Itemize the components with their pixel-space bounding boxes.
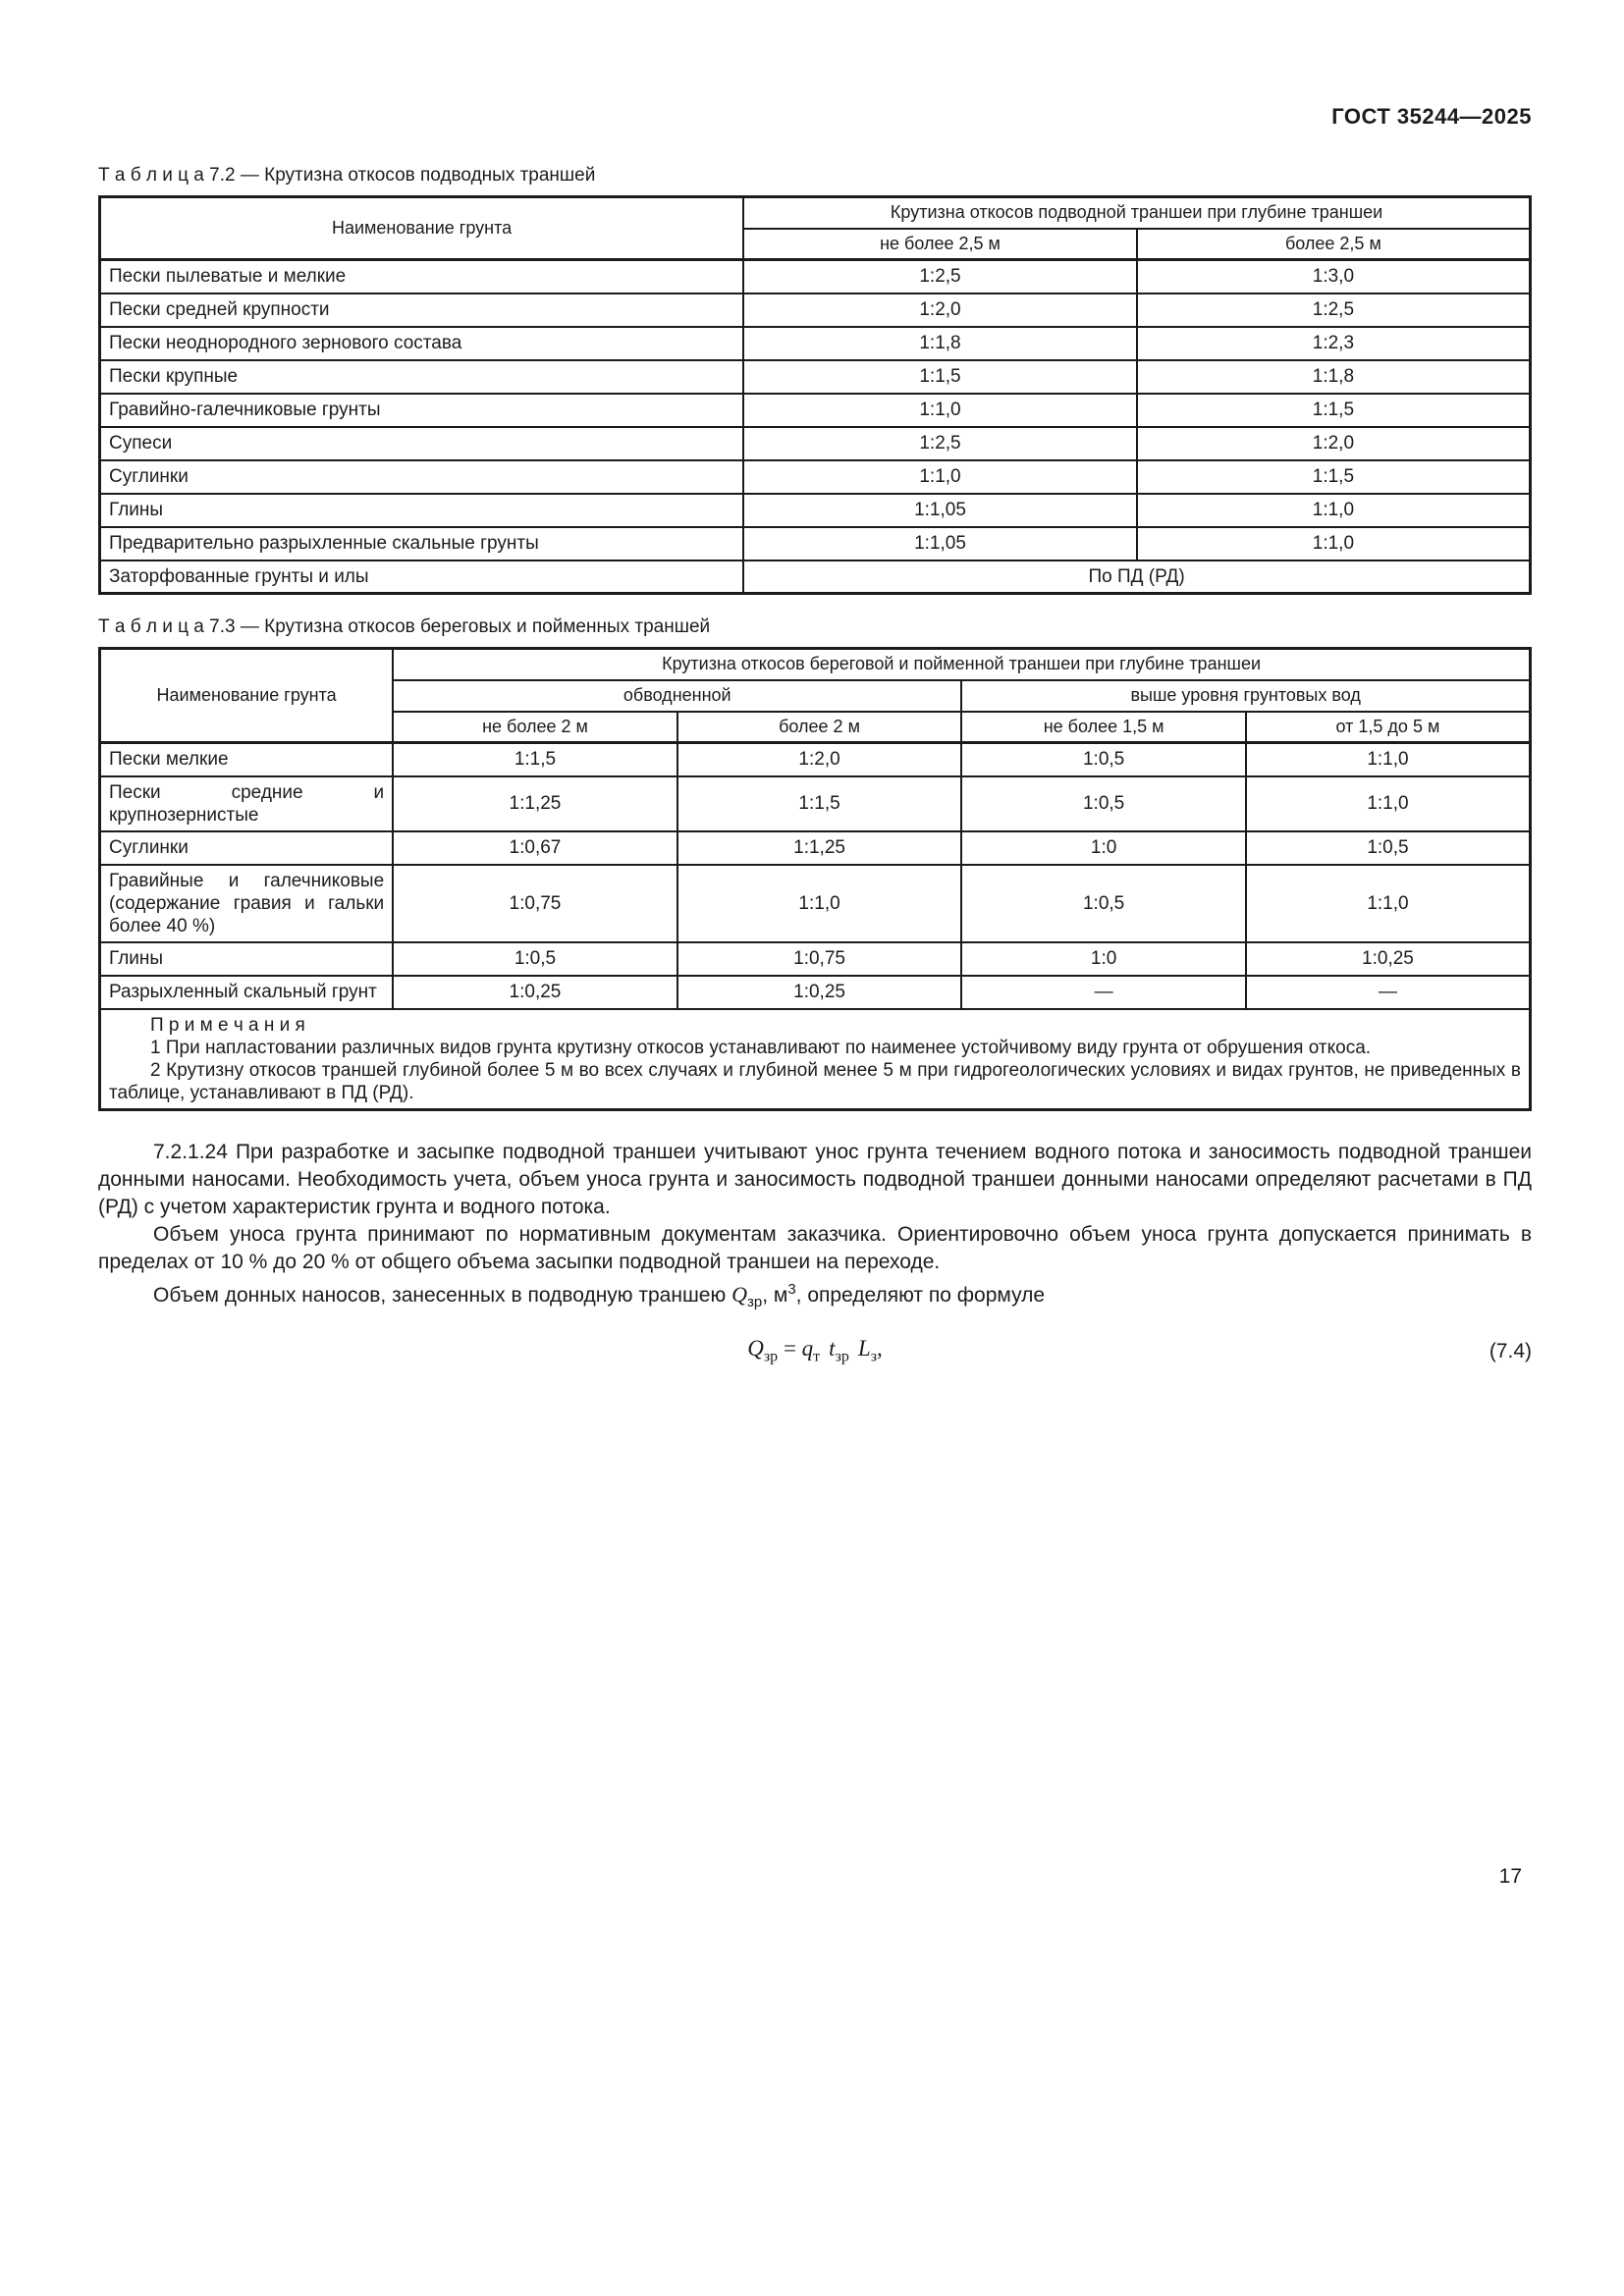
cell-slope-value: 1:1,5: [1137, 394, 1531, 427]
page-content: [98, 0, 1532, 1377]
th-depth-le-2-5: не более 2,5 м: [743, 229, 1137, 260]
variable-t: t: [829, 1335, 836, 1361]
paragraph-7-2-1-24: 7.2.1.24 При разработке и засыпке подводной траншеи учитывают унос грунта течением водного потока и заносимость подводной траншеи донными наносами. Необходимость учета, объем уноса грунта и заносимость подводной траншеи донными наносами определяют расчетами в ПД (РД) с учетом характеристик грунта и водного потока.: [98, 1140, 1532, 1218]
cell-slope-value: 1:1,0: [1137, 527, 1531, 561]
cell-slope-value: 1:2,5: [1137, 294, 1531, 327]
cell-slope-value: 1:0: [961, 942, 1246, 976]
text-segment: , определяют по формуле: [795, 1283, 1046, 1307]
th-flooded-group: обводненной: [393, 680, 961, 712]
note-1: 1 При напластовании различных видов грунта крутизну откосов устанавливают по наименее устойчивому виду грунта от обрушения откоса.: [150, 1037, 1372, 1058]
cell-ground-name: Пески средней крупности: [100, 294, 744, 327]
notes-label: П р и м е ч а н и я: [150, 1014, 305, 1036]
cell-ground-name: Гравийно-галечниковые грунты: [100, 394, 744, 427]
paragraph-formula-intro: [98, 1276, 1532, 1316]
cell-slope-value: 1:0: [961, 831, 1246, 865]
cell-slope-value: 1:1,8: [1137, 360, 1531, 394]
cell-slope-value: 1:1,5: [393, 743, 677, 776]
superscript: 3: [787, 1280, 796, 1298]
cell-slope-value: 1:0,5: [961, 743, 1246, 776]
th-depth-le-1-5: не более 1,5 м: [961, 712, 1246, 743]
cell-slope-value: 1:1,0: [1246, 743, 1531, 776]
table-row: [100, 976, 1531, 1009]
cell-slope-value: 1:2,0: [1137, 427, 1531, 460]
table-row: [100, 942, 1531, 976]
cell-slope-value: —: [961, 976, 1246, 1009]
cell-slope-value: 1:0,25: [1246, 942, 1531, 976]
subscript: зр: [763, 1348, 779, 1365]
table-row: [100, 294, 1531, 327]
cell-slope-value: 1:0,25: [393, 976, 677, 1009]
cell-ground-name: Супеси: [100, 427, 744, 460]
cell-slope-value: 1:0,5: [393, 942, 677, 976]
cell-slope-value: 1:1,25: [677, 831, 962, 865]
equals-sign: =: [778, 1335, 802, 1361]
running-header-doc-code: ГОСТ 35244—2025: [1331, 104, 1532, 129]
th-depth-gt-2-5: более 2,5 м: [1137, 229, 1531, 260]
variable-L: L: [857, 1335, 871, 1361]
cell-slope-value: 1:1,5: [743, 360, 1137, 394]
table-row: [100, 460, 1531, 494]
cell-slope-value: 1:0,75: [677, 942, 962, 976]
cell-slope-value: 1:2,0: [743, 294, 1137, 327]
th-depth-le-2: не более 2 м: [393, 712, 677, 743]
th-depth-1-5-to-5: от 1,5 до 5 м: [1246, 712, 1531, 743]
cell-ground-name: Пески средние и крупнозернистые: [100, 776, 394, 831]
cell-slope-value: 1:2,5: [743, 260, 1137, 294]
table-notes-row: [100, 1009, 1531, 1110]
cell-ground-name: Суглинки: [100, 460, 744, 494]
table-row: [100, 561, 1531, 594]
subscript: зр: [835, 1348, 849, 1365]
formula-number: (7.4): [1489, 1339, 1532, 1362]
subscript: зр: [746, 1293, 763, 1310]
cell-slope-value: 1:1,8: [743, 327, 1137, 360]
paragraph-volume-removal: Объем уноса грунта принимают по нормативным документам заказчика. Ориентировочно объем уноса грунта допускается принимать в пределах от 10 % до 20 % от общего объема засыпки подводной траншеи на переходе.: [98, 1222, 1532, 1273]
table-7-2-caption: Т а б л и ц а 7.2 — Крутизна откосов подводных траншей: [98, 165, 596, 186]
table-header-row: [100, 197, 1531, 229]
formula-block: [98, 1336, 1532, 1377]
cell-slope-value: 1:0,5: [961, 865, 1246, 942]
cell-ground-name: Пески мелкие: [100, 743, 394, 776]
cell-ground-name: Заторфованные грунты и илы: [100, 561, 744, 594]
comma: ,: [877, 1335, 883, 1361]
th-ground-name: Наименование грунта: [100, 649, 394, 743]
table-row: [100, 427, 1531, 460]
table-7-2: [98, 195, 1532, 595]
table-7-3-caption: Т а б л и ц а 7.3 — Крутизна откосов береговых и пойменных траншей: [98, 616, 711, 637]
variable-q: q: [801, 1335, 814, 1361]
formula-7-4: [747, 1335, 883, 1365]
table-row: [100, 494, 1531, 527]
th-slope-span: Крутизна откосов подводной траншеи при глубине траншеи: [743, 197, 1530, 229]
table-row: [100, 743, 1531, 776]
cell-slope-value: 1:1,0: [743, 394, 1137, 427]
table-row: [100, 394, 1531, 427]
cell-slope-value: 1:3,0: [1137, 260, 1531, 294]
table-row: [100, 260, 1531, 294]
cell-slope-value: 1:1,5: [1137, 460, 1531, 494]
cell-slope-value: 1:1,0: [1246, 776, 1531, 831]
cell-slope-value: 1:2,5: [743, 427, 1137, 460]
cell-slope-value: 1:1,0: [1137, 494, 1531, 527]
table-row: [100, 776, 1531, 831]
th-ground-name: Наименование грунта: [100, 197, 744, 260]
cell-ground-name: Пески неоднородного зернового состава: [100, 327, 744, 360]
cell-slope-value: 1:0,75: [393, 865, 677, 942]
th-slope-span: Крутизна откосов береговой и пойменной траншеи при глубине траншеи: [393, 649, 1530, 680]
text-segment: Объем донных наносов, занесенных в подводную траншею: [153, 1283, 732, 1307]
table-row: [100, 327, 1531, 360]
cell-slope-value: 1:2,3: [1137, 327, 1531, 360]
cell-slope-value: 1:0,5: [1246, 831, 1531, 865]
variable-Q: Q: [747, 1335, 764, 1361]
cell-slope-value: 1:0,67: [393, 831, 677, 865]
cell-ground-name: Разрыхленный скальный грунт: [100, 976, 394, 1009]
cell-ground-name: Глины: [100, 942, 394, 976]
table-7-3: [98, 647, 1532, 1111]
cell-slope-value: 1:2,0: [677, 743, 962, 776]
cell-slope-value-span: По ПД (РД): [743, 561, 1530, 594]
cell-slope-value: 1:1,05: [743, 494, 1137, 527]
cell-ground-name: Глины: [100, 494, 744, 527]
table-row: [100, 527, 1531, 561]
table-row: [100, 360, 1531, 394]
cell-slope-value: 1:1,0: [743, 460, 1137, 494]
cell-ground-name: Предварительно разрыхленные скальные грунты: [100, 527, 744, 561]
cell-slope-value: 1:1,5: [677, 776, 962, 831]
th-depth-gt-2: более 2 м: [677, 712, 962, 743]
cell-slope-value: 1:0,25: [677, 976, 962, 1009]
note-2: 2 Крутизну откосов траншей глубиной более 5 м во всех случаях и глубиной менее 5 м при гидрогеологических условиях и видах грунтов, не приведенных в таблице, устанавливают в ПД (РД).: [109, 1059, 1521, 1103]
table-row: [100, 831, 1531, 865]
table-header-row: [100, 649, 1531, 680]
cell-slope-value: 1:1,25: [393, 776, 677, 831]
subscript: з: [870, 1348, 878, 1365]
cell-slope-value: 1:1,05: [743, 527, 1137, 561]
cell-slope-value: 1:1,0: [677, 865, 962, 942]
cell-ground-name: Пески пылеватые и мелкие: [100, 260, 744, 294]
cell-ground-name: Суглинки: [100, 831, 394, 865]
cell-slope-value: —: [1246, 976, 1531, 1009]
page-number: 17: [1498, 1865, 1522, 1888]
table-notes: [100, 1009, 1531, 1110]
cell-slope-value: 1:1,0: [1246, 865, 1531, 942]
table-row: [100, 865, 1531, 942]
text-segment: , м: [762, 1283, 788, 1307]
variable-Q: Q: [731, 1281, 747, 1307]
cell-ground-name: Гравийные и галечниковые (содержание гравия и гальки более 40 %): [100, 865, 394, 942]
cell-ground-name: Пески крупные: [100, 360, 744, 394]
subscript: т: [813, 1348, 821, 1365]
th-above-groundwater-group: выше уровня грунтовых вод: [961, 680, 1530, 712]
cell-slope-value: 1:0,5: [961, 776, 1246, 831]
